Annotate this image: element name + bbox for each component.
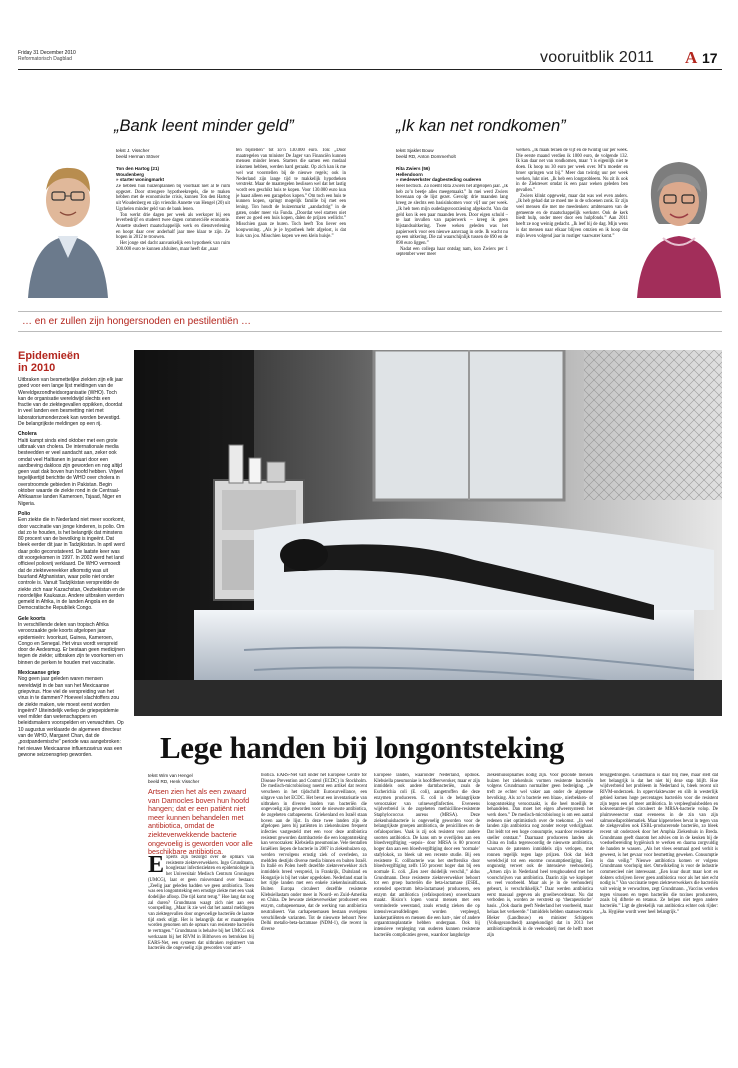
masthead-rule <box>18 69 722 70</box>
main-headline: Lege handen bij longontsteking <box>160 730 565 765</box>
left-byline: tekst J. Visscher beeld Herman Stöver <box>116 148 160 159</box>
main-col5: teruggedrongen. Grundmann is daar blij mee, maar stelt dat het belangrijk is dat het niet bij deze stap blijft. Hoe wijdverbreid het probleem in Nederland is, bleek recent uit RIVM-onderzoek. In oppervlaktewater en slib in westerlijk gebied komen hoge percentages bacteriën voor die resistent zijn tegen een of meer antibiotica. In verpleeghuisbedden en kokveerantie-rijen circuleert de MRSA-bacterie volop. De pluimveesector staat eveneens in de zin van zijn salmonellaproblematiek. Maar kippenvlees bevat in tegen van de ziekgevallen ook ESBL-producerende bacteriën, zo bleek recent uit onderzoek door het Amphia Ziekenhuis in Breda. Grundmann geeft daarom het advies om in de keuken bij de voedselbereiding hygiënisch te werken en daarna zorgvuldig de handen te wassen. „Als het vlees eenmaal goed verhit is geweest, is het gevaar voor besmetting geweken. Consumptie is dan veilig.” Nieuwe antibiotica komen er volgens Grundmann voorlopig niet. Ontwikkeling is voor de industrie commercieel niet interessant. „Een kuur duurt maar kort en dokters schrijven liever geen antibiotica voor als het niet echt nodig is.” Van vaccinatie tegen ziekteverwekkers die bacteriën valt weinig te verwachten, zegt Grundmann. „Vaccins werken tegen virussen en tegen bacteriën die toxines produceren, zoals bij difterie en tetanus. Ze helpen niet tegen andere bacteriën.” Ligt de gbrekelijk van antibiotica echter ook rijder: „Ja. Hygiëne wordt weer heel belangrijk.” <box>600 773 718 915</box>
kicker: … en er zullen zijn hongersnoden en pestilentiën … <box>22 316 252 327</box>
main-lede: Artsen zien het als een zwaard van Damocles boven hun hoofd hangen; dat er een patiënt niet meer kunnen behandelen met antibiotica, omdat de ziekteverwekkende bacterie ongevoelig is geworden voor alle beschikbare antibiotica. <box>148 787 253 857</box>
sidebar-title: Epidemieën in 2010 <box>18 350 80 374</box>
hospital-photo <box>134 350 722 716</box>
sidebar-text: Uitbraken van besmettelijke ziekten zijn elk jaar goed voor een lange lijst meldingen van de Wereldgezondheidsorganisatie (WHO). Toch kan de organisatie wereldwijd slechts een fractie van de ziektegevallen oppikken, doordat in veel landen een besmetting niet met laboratoriumonderzoek kan worden bevestigd. De belangrijkste meldingen op een rij. Cholera Haïti kampt sinds eind oktober met een grote uitbraak van cholera. De internationale media besteedden er veel aandacht aan, zeker ook omdat veel Haïtianen in januari door een aardbeving dakloos zijn geworden en nog altijd geen vast dak boven hun hoofd hebben. Vrijwel tegelijkertijd berichtte de WHO over cholera in overstroomde gebieden in Pakistan. Begin oktober waarde de ziekte rond in de Centraal-Afrikaanse landen Kameroen, Tsjaad, Niger en Nigeria. Polio Een ziekte die in Nederland niet meer voorkomt, door vaccinatie van jonge kinderen, is polio. Om dat zo te houden, is het belangrijk dat minstens 80 procent van de bevolking is ingeënt. Dat bleek eerder dit jaar in Tadzjikistan. In april werd daar polio geconstateerd. De laatste keer was dit voorgekomen in 1997. In 2002 werd het land officieel poliovrij verklaard. De WHO vermoedt dat de ziektevereekker afkomstig was uit buurland Afghanistan, waar polio niet onder controle is. Vanuit Tadzjikistan verspreidde de ziekte zich naar Kazachstan, Oezbekistan en de noordelijke Kaukasus. Andere uitbraken werden gemeld in Afrika, in de landen Angola en de Democratische Republiek Congo. Gele koorts In verschillende delen van tropisch Afrika veroorzaakte gele koorts afgelopen jaar epidemieën: Ivoorkust, Guinea, Kameroen, Congo en Senegal. Het virus wordt verspreid door de Aedesmug. Er bestaan geen medicijnen tegen de ziekte; uitbraken zijn te voorkomen en binnen de perken te houden met vaccinatie. Mexicaanse griep Nog geen jaar geleden waren mensen wereldwijd in de ban van het Mexicaanse griepvirus. Hoe viel de verspreiding van het virus in te dammen? Hoeveel slachtoffers zou de ziekte maken, wie moest eerst worden ingeënt? Uiteindelijk verliep de griepepidemie veel milder dan wetenschappers en beleidsmakers voorspelden en verwachtten. Op 10 augustus verklaarde de algemeen directeur van de WHO, Margaret Chan, dat de „postpandemische” periode was aangebroken: het nieuwe Mexicaanse influenzavirus was een gewone seizoensgriep geworden. <box>18 377 125 758</box>
section-title: vooruitblik 2011 <box>540 49 655 66</box>
main-col3: Europese landen, waaronder Nederland, opdook. Klebsiella pneumoniae is hoofdfeerveroker, maar er zijn inmiddels ook andere darmbacteriën, zoals de Escherichia coli (E. coli), aangetroffen die deze enzymen produceren. E. coli is de belangrijkste veroorzaker van urinewegfinfecties. Eveneens wijdverbreid is de zogeheten methicilline-resistente Staphylococcus aureus (MRSA). Deze ziekenhuisbacterie is ongevoelig geworden voor de belangrijkste groepen antibiotica, de penicillines en de cefalosporines. Vaak is zij ook resistent voor andere soorten antibiotica. De kans om te overlijden aan een bloedvergiftiging –sepsis– door MRSA is 80 procent hoger dan aan een bloedvergiftiging door een ‘normale’ stafylokok, zo bleek uit een recente studie. Bij een resistente E. colibacterie was het sterftersiko door bloedvergiftiging zelfs 150 procent hoger dan bij een normale E. coli. „Een zeer duidelijk verschil,” aldus Grundmann. Deze resistente ziekteverwekker behoort tot een groep bacteriën die beta-lactamase (ESBL, extended spectrum bèta-lactamase) produceren, een enzym dat antibiotica (cefalosporinen) onwerkzaam maakt. Risico’s lopen vooral mensen met een verminderde weerstand, zoals ernstig zieken die op intensivecareafdelingen worden verpleegd, kankerpatiënten en mensen die een hart-, nier of andere orgaantransplantatie hebben ondergaan. Ook bij intensieve verpleging van ouderen kunnen resistente bacteriën complicaties geven, waardoor langdurige <box>374 773 480 938</box>
main-col4: ziekenhuisopnames nodig zijn. Voor gezonde mensen huizen het ziekenhuis vormen resistente bacteriën volgens Grundmann normaliter geen bedreiging. „Je treft ze echter wel vaker aan onder de algemene bevolking. Als zo’n bacterie een blaas-, nierbekken- of longontsteking veroorzaakt, is die heel moeilijk te behandelen. Dan moet het eigen afweersysteem het werk doen.” De medisch-microbioloog is om een aantal redenen niet optimistisch over de toekomst. „In veel landen zijn antibiotica nog zonder recept verkrijgbaar. Dat leidt tot een hoge consumptie, waardoor resistentie sneller ontstaat.” Daarnaast produceren landen als China en India tegenwoordig de nieuwste antibiotica, waarvan de patenten inmiddels zijn verlopen, met ronnen tegelijk tegen lage prijzen. Ook dat leidt wereldwijd tot een enorme consumptiestijging. Een ongunstig verwet ook de intensieve veehouderij. „Artsen zijn in Nederland heel terughoudend met het voorschrijven van antibiotica. Daarin zijn we koploper en veel voorbeeld. Maar als je in de veehouderij gebeurt, is verschrikkelijk.” Daar werden antibiotica eerst massaal gegeven als groeibevorderaar. Nu dat verboden is, worden ze verstrekt op ‘therapeutische’ basis. „Ook daarin geeft Nederland het voorbeeld, maar helaas het verkeerde.” Inmiddels hebben staatssecretaris Bleker (Landbouw) en minister Schippers (Volksgezondheid) aangekondigd dat in 2013 het antibioticagebruik in de veehouderij met de helft moet zijn <box>487 773 593 938</box>
page-number: 17 <box>702 50 718 66</box>
main-byline: tekst Wim van Hengel beeld RD, Henk Visscher <box>148 773 200 784</box>
left-feature-headline: „Bank leent minder geld” <box>114 117 294 135</box>
dropcap: E <box>148 855 165 878</box>
right-feature-col1: Heel hectisch. Zo noemt Rita Zwiers het afgelopen jaar. „Ik heb zo’n beetje alles meegemaakt.” In mei werd Zwiers bovenaan op de lijst gezet. Gevolg: drie maanden lang kreeg ze slechts een basisinkomen voor vijf uur per week. „Ik heb toen mijn oudedagsvoorziening afgekocht. Van dat geld kon ik een paar maanden leven. Door eigen schuld – te laat invullen van papierwerk – kreeg ik geen bijstandsuitkering. Twee weken geleden was het papierwerk voor een nieuwe aanvraag in orde. Ik wacht nu op een uitkering. Die zal waarschijnlijk tussen de 690 en de 890 euro liggen.” Nadat een collega haar ontslag nam, kon Zwiers per 1 september weer meer <box>396 184 508 258</box>
left-person: Ton den Hartog (21) Woudenberg » starter woningmarkt <box>116 166 164 183</box>
left-feature-col2: ten bijstellen” tot zo’n 130.000 euro. Ton: „Door maatregelen van minister De Jager van Financiën kunnen mensen minder lenen. Starters die samen een modaal inkomen hebben, werden hard geraakt. Op zich kan ik me wel wat voorstellen bij de nieuwe regels; ook in Nederland zijn lange tijd te makkelijk hypotheken verstrekt. Maar de maatregelen beslissen wel dat het lastig wordt een geschikt huis te kopen. Voor 130.000 euro kun je haast alleen een garagebox kopen.” Om toch een huis te kunnen kopen, springt mogelijk familie bij met een lening. Ton houdt de huizenmarkt „aandachtig” in de gaten, onder meer via Funda. „Doordat veel starters niet meer zo goed een huis kopen, dalen de prijzen wellicht.” Misschien gaan ze huren. Toch heeft Ton liever een koopwoning. „Als je je hypotheek hebt afgelost, is dat huis van jou. Misschien kopen we een klein huisje.” <box>236 148 346 239</box>
main-col1: Experts zijn bezorgd over de opmars van resistente ziekteverwekkers. Ingo Grundmann, hoogleraar infectieziekten en epidemiologie in het Universitair Medisch Centrum Groningen (UMCG), laat er geen misverstand over bestaan: „Zeelig jaar geleden hadden we geen antibiotica. Toen was een longontsteking een ernstige ziekte met een vaak dodelijke afloop. Die tijd komt terug.” Hoe lang dat nog zal duren? Grundmann waagt zich niet aan een voorspelling. „Maar ik zie wel dat het aantal meldingen van ziektegevallen door ongevoelige bacteriën de laatste tijd sterk stijgt. Het is belangrijk dat er maatregelen worden genomen om de opmars van resistente bacteriën te vertragen.” Grundmann is behalve bij het UMCG ook werkzaam bij het RIVM in Bilthoven en betrokken bij EARS-Net, een systeem dat uitbraken registreert van bacteriën die ongevoelig zijn geworden voor anti- <box>148 855 254 952</box>
section-letter: A <box>685 48 698 67</box>
kicker-rule-top <box>18 311 722 312</box>
ton-portrait <box>22 148 114 298</box>
right-byline: tekst Sjaklet Bouw beeld RD, Anton Dommerholt <box>396 148 456 159</box>
issue-date: Friday 31 December 2010 <box>18 50 76 56</box>
paper-name: Reformatorisch Dagblad <box>18 56 72 62</box>
right-person: Rita Zwiers (56) Hellendoorn » medewerkster dagbesteding ouderen <box>396 166 482 183</box>
main-col2: biotica. EARS-Net valt onder het Europese Centre for Disease Prevention and Control (ECDC) in Stockholm. De medisch-microbioloog noemt een artikel dat recent verscheen in het tijdschrift Eurosurveillance, een uitgave van het ECDC. Het bevat een inventarisatie van uitbraken in diverse landen van bacteriën die ongevoelig zijn geworden voor de nieuwste antibiotica, de zogeheten carbapenems. Griekenland en Israël staan boven aan de lijst. In deze twee landen zijn de afgelopen jaren bij patiënten in ziekenhuizen frequent infecties vastgesteld met een voor deze antibiotica resistent geworden darmbacterie die een longontsteking kan veroorzaken: Klebsiella pneumoniae. Vele tientallen Israëliers liepen de bacterie in 2007 in ziekenhuizen op, werden vervolgens ernstig ziek of overleden, zo meldden destijds diverse media binnen en buiten Israël. In Italië en Polen heeft dezelfde ziekteverwekker zich inmiddels breed verspreid, in Frankrijk, Duitsland en Hongarije is bij het vaker opgedoken. Nederland staat in het rijtje landen met een enkele ziekenhuisuitbraak. Buiten Europa circuleert dezelfde resistente Klebsiellastam onder meer in Noord- en Zuid-Amerika en China. De bewuste ziekteverwekker produceert een enzym, carbapenemase, dat de werking van antibiotica neutraliseert. Van carbapenemasen bestaan overigens verschillende varianten. Tot de nieuwste behoort New Delhi metallo-beta-lactamase (NDM-1), die recent in diverse <box>261 773 367 932</box>
right-feature-headline: „Ik kan net rondkomen” <box>396 117 566 135</box>
kicker-rule-bottom <box>18 331 722 332</box>
right-feature-col2: werken. „Ik maak teraen de vijf en de twintig uur per week. Die eerste maand verdien ik 1000 euro, de volgende 132. Ik kan daar net van rondkomen, maar ’t is eigenlijk niet te doen. Ik hoop nu 30 euro per week over. M’n moeder en broer springen wat bij.” Meer dan twintig uur per week werken, lukt niet. „Ik heb een longprobleem. Nu zit ik ook in de Ziektewet omdat ik een paar weken geleden ben gevallen.” Zwiers klinkt opgewekt, maar dat was wel even anders. „Ik heb gehad dat ze moed me in de schoenen zonk. Er zijn veel mensen die met me meedenken: ambtenaren van de gemeente en de maatschappelijk werkster. Ook de kerk biedt hulp, onder meer door een hulpfonds.” Aan 2011 heeft ze nog weinig gedacht. „Ik leef bij de dag. Mijn wens is dat mensen naar elkaar blijven omzien en ik hoop dat mijn leven volgend jaar in rustiger vaarwater komt.” <box>516 148 628 239</box>
left-feature-col1: Ze hebben hun huizenplannen bij voorbaat niet al te ruim opgezet. Door strengere hypotheekregels, die te maken hebben met de economische crisis, kunnen Ton den Hartog uit Woudenberg en zijn vriendin Annette van Hengel (20) uit Ugchelen minder geld van de bank lenen. Ton werkt drie dagen per week als werkoper bij een leverbedrijf en studeert twee dagen commerciële economie. Annette studeert maatschappelijk werk en dienstverlening en hoopt daar over anderhalf jaar mee klaar te zijn. Ze hopen in 2012 te trouwen. Het jonge stel dacht aanvankelijk een hypotheek van ruim 300.000 euro te kunnen afsluiten, maar heeft dat „naar <box>116 184 230 252</box>
rita-portrait <box>633 148 725 298</box>
